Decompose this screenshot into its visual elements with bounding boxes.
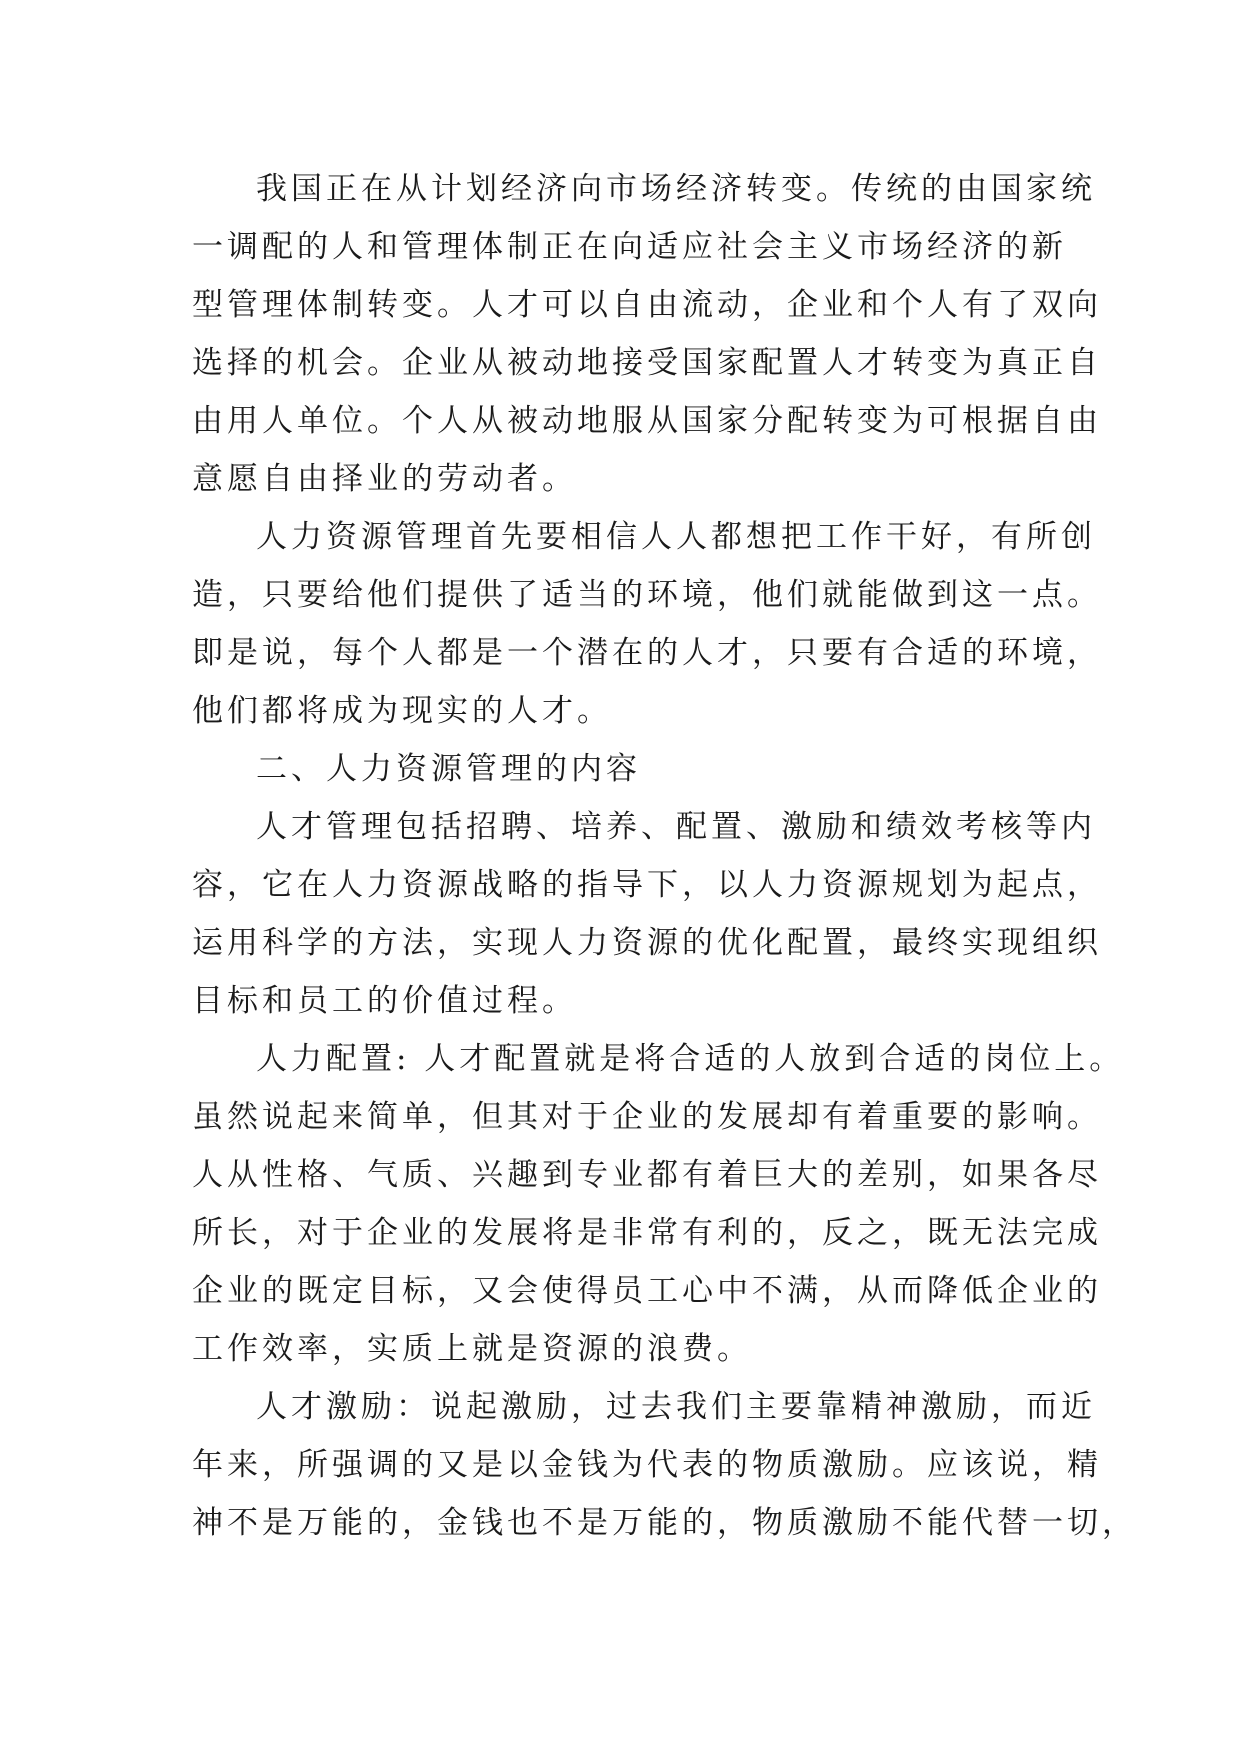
text-line: 由用人单位。个人从被动地服从国家分配转变为可根据自由 [192, 403, 1102, 439]
text-line: 所长，对于企业的发展将是非常有利的，反之，既无法完成 [192, 1215, 1102, 1251]
text-line: 虽然说起来简单，但其对于企业的发展却有着重要的影响。 [192, 1099, 1102, 1135]
text-line: 人才激励：说起激励，过去我们主要靠精神激励，而近 [256, 1389, 1096, 1425]
text-line: 企业的既定目标，又会使得员工心中不满，从而降低企业的 [192, 1273, 1102, 1309]
text-line: 运用科学的方法，实现人力资源的优化配置，最终实现组织 [192, 925, 1102, 961]
text-line: 一调配的人和管理体制正在向适应社会主义市场经济的新 [192, 229, 1067, 265]
text-line: 人才管理包括招聘、培养、配置、激励和绩效考核等内 [256, 809, 1096, 845]
text-line: 年来，所强调的又是以金钱为代表的物质激励。应该说，精 [192, 1447, 1102, 1483]
paragraph [192, 508, 1102, 740]
section-heading [192, 740, 1052, 798]
text-line: 神不是万能的，金钱也不是万能的，物质激励不能代替一切， [192, 1505, 1137, 1541]
paragraph [192, 1378, 1137, 1552]
text-line: 人力资源管理首先要相信人人都想把工作干好，有所创 [256, 519, 1096, 555]
heading-text: 二、人力资源管理的内容 [256, 751, 641, 787]
text-line: 工作效率，实质上就是资源的浪费。 [192, 1331, 752, 1367]
text-line: 意愿自由择业的劳动者。 [192, 461, 577, 497]
text-line: 选择的机会。企业从被动地接受国家配置人才转变为真正自 [192, 345, 1102, 381]
text-line: 型管理体制转变。人才可以自由流动，企业和个人有了双向 [192, 287, 1102, 323]
paragraph [192, 798, 1102, 1030]
text-line: 目标和员工的价值过程。 [192, 983, 577, 1019]
document-body [192, 160, 1137, 1552]
text-line: 造，只要给他们提供了适当的环境，他们就能做到这一点。 [192, 577, 1102, 613]
text-line: 我国正在从计划经济向市场经济转变。传统的由国家统 [256, 171, 1096, 207]
text-line: 即是说，每个人都是一个潜在的人才，只要有合适的环境， [192, 635, 1102, 671]
text-line: 人力配置: 人才配置就是将合适的人放到合适的岗位上。 [256, 1041, 1125, 1077]
text-line: 人从性格、气质、兴趣到专业都有着巨大的差别，如果各尽 [192, 1157, 1102, 1193]
paragraph [192, 160, 1102, 508]
text-line: 他们都将成为现实的人才。 [192, 693, 612, 729]
paragraph [192, 1030, 1125, 1378]
text-line: 容，它在人力资源战略的指导下，以人力资源规划为起点， [192, 867, 1102, 903]
